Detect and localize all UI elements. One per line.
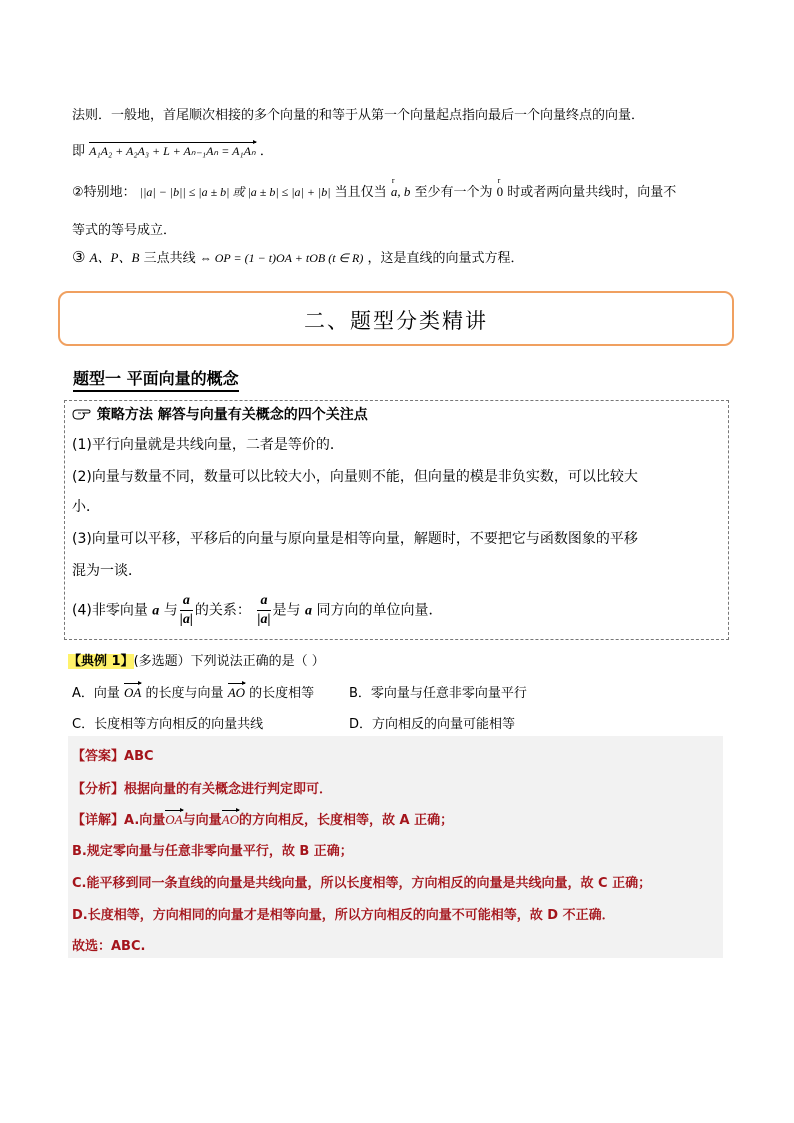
- analysis-tag: 【分析】: [72, 782, 125, 797]
- strategy-heading: [72, 404, 368, 425]
- detail-line-a: [72, 809, 453, 828]
- analysis-text: 根据向量的有关概念进行判定即可．: [124, 782, 333, 797]
- intro-line-4: 等式的等号成立．: [72, 223, 177, 238]
- strategy-heading-text: 策略方法 解答与向量有关概念的四个关注点: [96, 407, 368, 423]
- strategy-point-4-mid: 与: [163, 602, 178, 619]
- option-c: C．长度相等方向相反的向量共线: [72, 717, 264, 732]
- intro-line-3-text2: 至少有一个为: [414, 185, 493, 200]
- strategy-point-3a: (3)向量可以平移，平移后的向量与原向量是相等向量，解题时，不要把它与函数图象的平移: [72, 531, 638, 547]
- vector-oa-detail: OA: [165, 812, 183, 827]
- answer-value: ABC: [124, 749, 154, 764]
- option-a-suffix: 的长度相等: [249, 686, 315, 701]
- detail-a-mid: 与向量: [182, 813, 222, 828]
- strategy-point-4: [72, 592, 442, 629]
- example-question-text: (多选题）下列说法正确的是（ ）: [133, 654, 325, 669]
- detail-a-prefix: A.向量: [124, 813, 166, 828]
- intro-line-5: [72, 247, 524, 266]
- final-answer: 故选：ABC.: [72, 939, 146, 954]
- detail-a-suffix: 的方向相反，长度相等，故 A 正确；: [238, 813, 454, 828]
- intro-line-2-suffix: ．: [259, 144, 273, 159]
- vector-a-2: a: [305, 603, 312, 619]
- special-case-marker: ②特别地：: [72, 185, 136, 200]
- strategy-point-4-mid2: 的关系：: [194, 602, 251, 619]
- vector-ao: AO: [227, 685, 246, 700]
- option-d: D．方向相反的向量可能相等: [349, 717, 516, 732]
- collinear-marker: ③: [72, 248, 86, 266]
- answer-line: [72, 745, 154, 764]
- option-b: B．零向量与任意非零向量平行: [349, 686, 527, 701]
- collinear-points: A、P、B: [89, 250, 140, 265]
- answer-tag: 【答案】: [72, 749, 125, 764]
- strategy-point-3b: 混为一谈．: [72, 563, 142, 579]
- unit-vector-fraction-2: $\frac{a}{|a|}$: [257, 593, 271, 627]
- zero-vector: r 0: [497, 184, 504, 200]
- strategy-point-4-suffix: 同方向的单位向量．: [316, 602, 443, 619]
- strategy-point-2a: (2)向量与数量不同，数量可以比较大小，向量则不能，但向量的模是非负实数，可以比较大: [72, 469, 638, 485]
- section-title: 题型一 平面向量的概念: [73, 366, 239, 392]
- option-a: [72, 682, 314, 701]
- strategy-point-2b: 小．: [72, 499, 100, 515]
- hand-pointing-icon: [72, 407, 92, 425]
- intro-line-3-text3: 时或者两向量共线时，向量不: [507, 185, 677, 200]
- collinear-text: 三点共线: [143, 251, 196, 266]
- line-vector-equation: ⇔ OP = (1 − t)OA + tOB (t ∈ R): [199, 251, 364, 265]
- strategy-point-4-prefix: (4)非零向量: [72, 602, 148, 619]
- unit-vector-fraction: $\frac{a}{|a|}$: [179, 593, 193, 627]
- vectors-a-b: r a, b: [391, 184, 411, 200]
- strategy-point-1: (1)平行向量就是共线向量，二者是等价的．: [72, 437, 344, 453]
- intro-line-2-prefix: 即: [72, 144, 86, 159]
- option-a-label: A．向量: [72, 686, 120, 701]
- section-banner: [58, 291, 734, 346]
- detail-line-b: B.规定零向量与任意非零向量平行，故 B 正确；: [72, 844, 353, 859]
- detail-line-d: D.长度相等，方向相同的向量才是相等向量，所以方向相反的向量不可能相等，故 D 不正确．: [72, 908, 615, 923]
- vector-ao-detail: AO: [221, 812, 239, 827]
- option-a-mid: 的长度与向量: [145, 686, 224, 701]
- strategy-point-4-mid3: 是与: [272, 602, 301, 619]
- analysis-line: [72, 778, 332, 797]
- triangle-inequality-formula: ||a| − |b|| ≤ |a ± b| 或 |a ± b| ≤ |a| + |b|: [139, 185, 331, 199]
- example-question: [68, 650, 325, 669]
- intro-line-1: 法则．一般地，首尾顺次相接的多个向量的和等于从第一个向量起点指向最后一个向量终点的向量．: [72, 108, 645, 123]
- intro-line-5-suffix: ，这是直线的向量式方程．: [367, 251, 524, 266]
- vector-sum-formula: A₁A₂ + A₂A₃ + L + Aₙ₋₁Aₙ = A₁Aₙ: [89, 144, 256, 158]
- vector-a: a: [152, 603, 160, 619]
- banner-title: 二、题型分类精讲: [304, 309, 488, 333]
- detail-tag: 【详解】: [72, 813, 125, 828]
- vector-oa: OA: [124, 685, 142, 700]
- intro-line-3: [72, 181, 676, 200]
- detail-line-c: C.能平移到同一条直线的向量是共线向量，所以长度相等，方向相反的向量是共线向量，故 C 正确；: [72, 876, 652, 891]
- intro-line-2: [72, 140, 273, 159]
- intro-line-3-text: 当且仅当: [334, 185, 387, 200]
- example-tag: 【典例 1】: [68, 654, 134, 669]
